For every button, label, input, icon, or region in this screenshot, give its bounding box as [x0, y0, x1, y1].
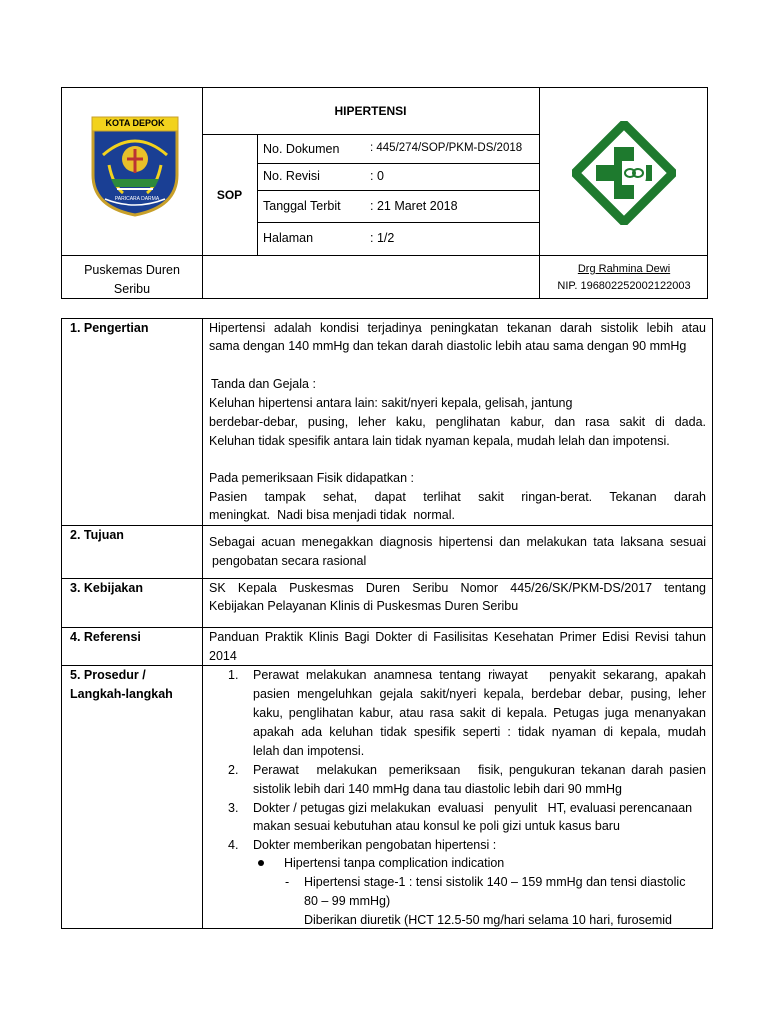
document-title: HIPERTENSI: [334, 104, 407, 118]
header-divider: [257, 163, 539, 164]
list-item: kaku, penglihatan kabur, atau rasa sakit di kepala. Petugas juga menanyakan: [253, 706, 706, 720]
logo-motto: PARICARA DARMA: [114, 196, 160, 202]
list-item: Dokter / petugas gizi melakukan evaluasi penyulit HT, evaluasi perencanaan: [253, 801, 693, 815]
header-divider: [257, 190, 539, 191]
list-number: 3.: [228, 801, 239, 815]
table-divider: [202, 319, 203, 929]
org-line: Seribu: [113, 282, 151, 296]
section-text: Tanda dan Gejala :: [211, 377, 316, 391]
row-value: : 21 Maret 2018: [370, 199, 458, 213]
section-text: Keluhan tidak spesifik antara lain tidak nyaman kepala, mudah lelah dan impotensi.: [209, 434, 670, 448]
list-item: 80 – 99 mmHg): [304, 894, 391, 908]
puskesmas-logo: [572, 121, 676, 225]
content-table: [61, 318, 713, 929]
table-divider: [62, 525, 713, 526]
organization-name: [62, 261, 202, 299]
section-label: 5. Prosedur /: [70, 668, 146, 682]
row-value: : 0: [370, 169, 384, 183]
signer-nip: NIP. 196802252002122003: [557, 280, 691, 292]
section-text: SK Kepala Puskesmas Duren Seribu Nomor 445/26/SK/PKM-DS/2017 tentang: [209, 581, 706, 595]
header-table: [61, 87, 708, 299]
row-key: No. Revisi: [263, 169, 320, 183]
list-item: apakah ada keluhan tidak spesifik seperti : tidak nyaman di kepala, mudah: [253, 725, 706, 739]
list-item: Perawat melakukan pemeriksaan fisik, pengukuran tekanan darah pasien: [253, 763, 706, 777]
list-item: makan sesuai kebutuhan atau konsul ke poli gizi untuk kasus baru: [253, 819, 620, 833]
section-text: meningkat. Nadi bisa menjadi tidak normal.: [209, 508, 455, 522]
section-text: Pada pemeriksaan Fisik didapatkan :: [209, 471, 414, 485]
list-number: 2.: [228, 763, 239, 777]
list-item: pasien mengeluhkan gejala sakit/nyeri kepala, berdebar debar, pusing, leher: [253, 687, 706, 701]
row-key: Halaman: [263, 231, 314, 245]
row-key: Tanggal Terbit: [263, 199, 341, 213]
section-text: Sebagai acuan menegakkan diagnosis hipertensi dan melakukan tata laksana sesuai: [209, 535, 706, 549]
header-divider: [257, 134, 258, 255]
header-divider: [62, 255, 708, 256]
list-number: 4.: [228, 838, 239, 852]
row-value: : 1/2: [370, 231, 395, 245]
sop-label: SOP: [216, 188, 243, 202]
section-text: pengobatan secara rasional: [212, 554, 367, 568]
section-text: Keluhan hipertensi antara lain: sakit/nyeri kepala, gelisah, jantung: [209, 396, 573, 410]
section-text: Panduan Praktik Klinis Bagi Dokter di Fasilisitas Kesehatan Primer Edisi Revisi tahun: [209, 630, 706, 644]
section-label: 2. Tujuan: [70, 528, 124, 542]
list-item: lelah dan impotensi.: [253, 744, 365, 758]
logo-label: KOTA DEPOK: [105, 118, 165, 128]
row-value: : 445/274/SOP/PKM-DS/2018: [370, 142, 523, 154]
list-item: Dokter memberikan pengobatan hipertensi :: [253, 838, 497, 852]
signer-name: Drg Rahmina Dewi: [577, 263, 671, 275]
section-text: Pasien tampak sehat, dapat terlihat sakit ringan-berat. Tekanan darah: [209, 490, 706, 504]
section-label: 1. Pengertian: [70, 321, 149, 335]
row-key: No. Dokumen: [263, 142, 340, 156]
section-text: Kebijakan Pelayanan Klinis di Puskesmas Duren Seribu: [209, 599, 519, 613]
dash-icon: -: [285, 875, 290, 889]
section-label: Langkah-langkah: [70, 687, 173, 701]
bullet-icon: [258, 860, 264, 866]
section-text: sama dengan 140 mmHg dan tekan darah diastolic lebih atau sama dengan 90 mmHg: [209, 339, 687, 353]
section-text: Hipertensi adalah kondisi terjadinya peningkatan tekanan darah sistolik lebih atau: [209, 321, 706, 335]
header-divider: [257, 222, 539, 223]
signature-block: [539, 261, 709, 295]
list-item: Hipertensi stage-1 : tensi sistolik 140 – 159 mmHg dan tensi diastolic: [304, 875, 686, 889]
list-number: 1.: [228, 668, 239, 682]
list-item: Hipertensi tanpa complication indication: [284, 856, 505, 870]
section-text: berdebar-debar, pusing, leher kaku, penglihatan kabur, dan rasa sakit di dada.: [209, 415, 706, 429]
list-item: Diberikan diuretik (HCT 12.5-50 mg/hari selama 10 hari, furosemid: [304, 913, 672, 927]
list-item: Perawat melakukan anamnesa tentang riwayat penyakit sekarang, apakah: [253, 668, 706, 682]
section-text: 2014: [209, 649, 237, 663]
list-item: sistolik lebih dari 140 mmHg dana tau diastolic lebih dari 90 mmHg: [253, 782, 622, 796]
header-divider: [202, 134, 539, 135]
kota-depok-logo: [89, 115, 181, 217]
org-line: Puskemas Duren: [84, 263, 180, 277]
section-label: 4. Referensi: [70, 630, 141, 644]
section-label: 3. Kebijakan: [70, 581, 143, 595]
